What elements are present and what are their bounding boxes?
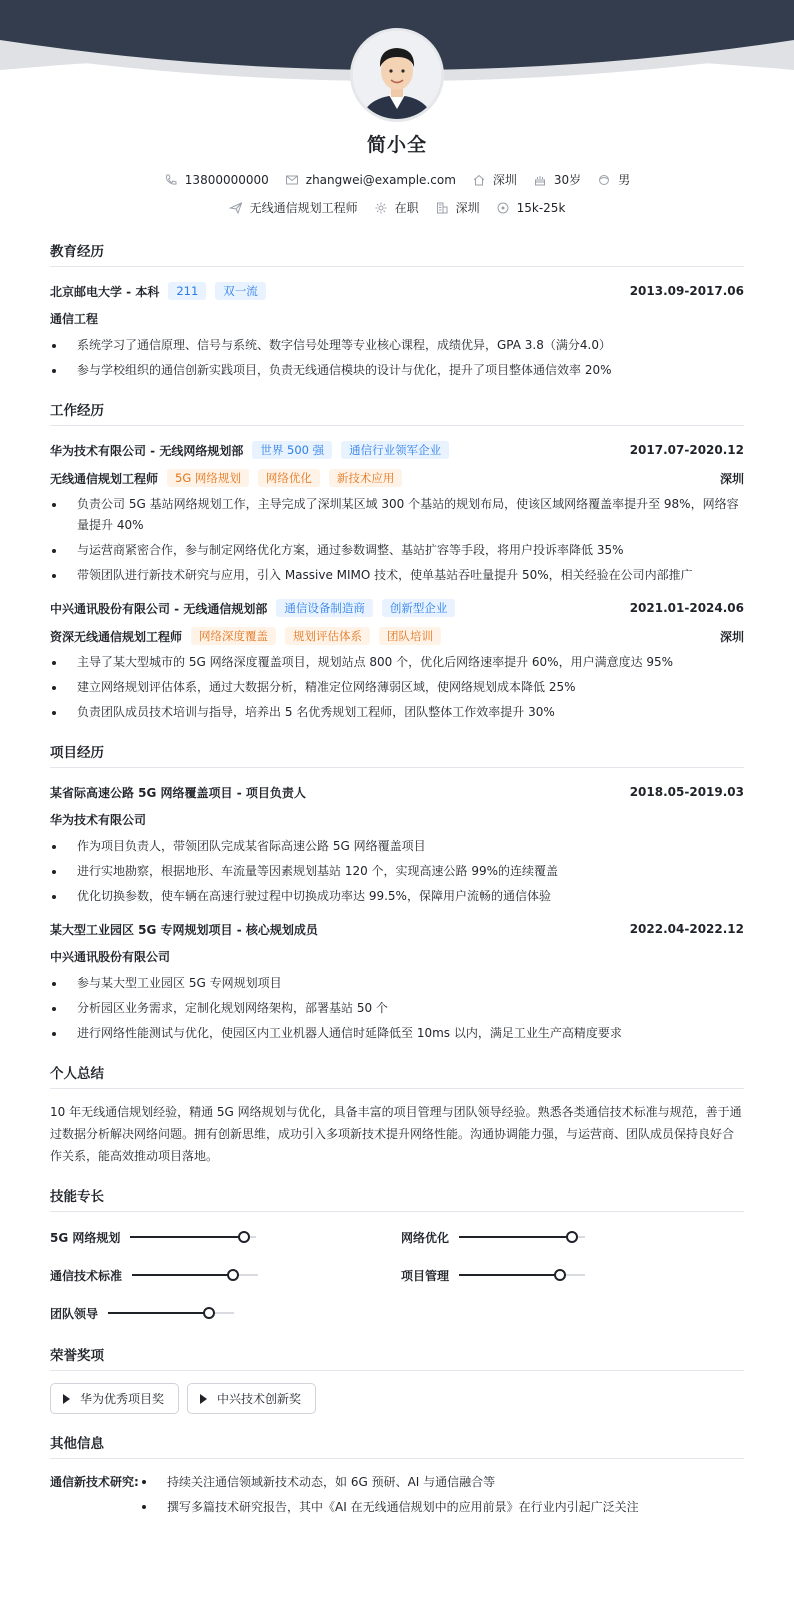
list-item: 作为项目负责人，带领团队完成某省际高速公路 5G 网络覆盖项目 — [50, 836, 744, 857]
list-item: 系统学习了通信原理、信号与系统、数字信号处理等专业核心课程，成绩优异，GPA 3.8（满分4.0） — [50, 335, 744, 356]
list-item: 持续关注通信领域新技术动态，如 6G 预研、AI 与通信融合等 — [140, 1471, 744, 1493]
education-title: 教育经历 — [50, 240, 744, 267]
company-name: 中兴通讯股份有限公司 - 无线通信规划部 — [50, 601, 268, 616]
coin-icon — [496, 201, 510, 215]
role-header — [50, 624, 744, 648]
skill-item — [50, 1262, 393, 1288]
skill-fill — [108, 1312, 209, 1314]
cake-icon — [533, 173, 547, 187]
role-tag: 网络深度覆盖 — [191, 627, 276, 645]
skill-label: 团队领导 — [50, 1306, 99, 1321]
projects-section — [50, 741, 744, 1044]
send-icon — [229, 201, 243, 215]
other-label: 通信新技术研究: — [50, 1475, 139, 1489]
skill-item — [50, 1224, 393, 1250]
other-row — [50, 1471, 744, 1521]
project-period: 2018.05-2019.03 — [629, 785, 744, 799]
resume-content — [50, 240, 744, 1539]
target-city-text: 深圳 — [455, 201, 480, 215]
work-location: 深圳 — [719, 471, 744, 486]
city-item — [472, 171, 517, 188]
job-title-text: 无线通信规划工程师 — [249, 201, 358, 215]
age-text: 30岁 — [553, 173, 582, 187]
project-bullets — [50, 836, 744, 907]
gear-icon — [374, 201, 388, 215]
company-tag: 世界 500 强 — [252, 441, 332, 459]
award-label: 华为优秀项目奖 — [80, 1392, 165, 1406]
role-tag: 5G 网络规划 — [167, 469, 249, 487]
gender-icon — [597, 173, 611, 187]
list-item: 主导了某大型城市的 5G 网络深度覆盖项目，规划站点 800 个，优化后网络速率提升 60%，用户满意度达 95% — [50, 652, 744, 673]
school-name: 北京邮电大学 - 本科 — [50, 284, 160, 299]
education-section — [50, 240, 744, 381]
skill-item — [401, 1224, 744, 1250]
other-section — [50, 1432, 744, 1521]
project-name: 某大型工业园区 5G 专网规划项目 - 核心规划成员 — [50, 922, 318, 937]
company-tag: 创新型企业 — [382, 599, 456, 617]
work-title: 工作经历 — [50, 399, 744, 426]
school-tag: 211 — [168, 282, 206, 300]
gender-item — [597, 171, 630, 188]
education-bullets — [50, 335, 744, 381]
building-icon — [435, 201, 449, 215]
project-company: 华为技术有限公司 — [50, 813, 147, 827]
skill-knob — [203, 1307, 215, 1319]
award-chip — [50, 1383, 179, 1414]
company-tag: 通信设备制造商 — [276, 599, 373, 617]
skill-track — [108, 1312, 234, 1314]
job-intent-row — [0, 199, 794, 216]
awards-title: 荣誉奖项 — [50, 1344, 744, 1371]
work-section — [50, 399, 744, 723]
company-tag: 通信行业领军企业 — [341, 441, 449, 459]
project-entry — [50, 780, 744, 907]
projects-title: 项目经历 — [50, 741, 744, 768]
status-text: 在职 — [394, 201, 419, 215]
list-item: 参与学校组织的通信创新实践项目，负责无线通信模块的设计与优化，提升了项目整体通信效率 20% — [50, 360, 744, 381]
project-entry — [50, 917, 744, 1044]
skill-knob — [227, 1269, 239, 1281]
skill-fill — [132, 1274, 233, 1276]
skill-knob — [566, 1231, 578, 1243]
skill-track — [459, 1274, 585, 1276]
education-header — [50, 279, 744, 303]
email-text: zhangwei@example.com — [305, 172, 456, 187]
project-header — [50, 780, 744, 804]
candidate-name: 简小全 — [366, 134, 427, 156]
project-period: 2022.04-2022.12 — [629, 922, 744, 936]
major: 通信工程 — [50, 312, 99, 326]
avatar — [350, 28, 444, 122]
phone-text: 13800000000 — [184, 172, 269, 187]
play-icon — [63, 1394, 70, 1404]
play-icon — [200, 1394, 207, 1404]
list-item: 进行实地勘察，根据地形、车流量等因素规划基站 120 个，实现高速公路 99%的连续覆盖 — [50, 861, 744, 882]
list-item: 分析园区业务需求，定制化规划网络架构，部署基站 50 个 — [50, 998, 744, 1019]
skill-item — [50, 1300, 393, 1326]
skill-track — [459, 1236, 585, 1238]
status-item — [374, 199, 419, 216]
project-bullets — [50, 973, 744, 1044]
role-name: 无线通信规划工程师 — [50, 471, 159, 486]
skills-title: 技能专长 — [50, 1185, 744, 1212]
skill-knob — [238, 1231, 250, 1243]
list-item: 负责团队成员技术培训与指导，培养出 5 名优秀规划工程师，团队整体工作效率提升 30% — [50, 702, 744, 723]
awards-list — [50, 1383, 744, 1414]
education-period: 2013.09-2017.06 — [629, 284, 744, 298]
contact-row — [0, 171, 794, 188]
work-period: 2017.07-2020.12 — [629, 443, 744, 457]
age-item — [533, 171, 581, 188]
skill-label: 项目管理 — [401, 1268, 450, 1283]
summary-title: 个人总结 — [50, 1062, 744, 1089]
list-item: 与运营商紧密合作，参与制定网络优化方案，通过参数调整、基站扩容等手段，将用户投诉率降低 35% — [50, 540, 744, 561]
city-text: 深圳 — [492, 173, 517, 187]
gender-text: 男 — [618, 173, 631, 187]
role-tag: 网络优化 — [258, 469, 320, 487]
summary-section — [50, 1062, 744, 1167]
salary-item — [496, 201, 566, 215]
list-item: 带领团队进行新技术研究与应用，引入 Massive MIMO 技术，使单基站吞吐量提升 50%，相关经验在公司内部推广 — [50, 565, 744, 586]
mail-icon — [285, 173, 299, 187]
phone-item — [164, 173, 269, 187]
list-item: 优化切换参数，使车辆在高速行驶过程中切换成功率达 99.5%，保障用户流畅的通信体验 — [50, 886, 744, 907]
school-tag: 双一流 — [215, 282, 266, 300]
skill-fill — [130, 1236, 243, 1238]
skill-label: 5G 网络规划 — [50, 1230, 121, 1245]
work-header — [50, 438, 744, 462]
phone-icon — [164, 173, 178, 187]
work-entry — [50, 438, 744, 586]
list-item: 负责公司 5G 基站网络规划工作，主导完成了深圳某区域 300 个基站的规划布局，使该区域网络覆盖率提升至 98%，网络容量提升 40% — [50, 494, 744, 536]
work-bullets — [50, 494, 744, 586]
role-header — [50, 466, 744, 490]
project-name: 某省际高速公路 5G 网络覆盖项目 - 项目负责人 — [50, 785, 306, 800]
work-period: 2021.01-2024.06 — [629, 601, 744, 615]
skill-item — [401, 1262, 744, 1288]
role-tag: 新技术应用 — [329, 469, 403, 487]
list-item: 撰写多篇技术研究报告，其中《AI 在无线通信规划中的应用前景》在行业内引起广泛关注 — [140, 1496, 744, 1518]
list-item: 建立网络规划评估体系，通过大数据分析，精准定位网络薄弱区域，使网络规划成本降低 25% — [50, 677, 744, 698]
skill-fill — [459, 1236, 572, 1238]
role-tag: 团队培训 — [379, 627, 441, 645]
role-name: 资深无线通信规划工程师 — [50, 629, 183, 644]
list-item: 进行网络性能测试与优化，使园区内工业机器人通信时延降低至 10ms 以内，满足工业生产高精度要求 — [50, 1023, 744, 1044]
work-entry — [50, 596, 744, 723]
skill-knob — [554, 1269, 566, 1281]
summary-text: 10 年无线通信规划经验，精通 5G 网络规划与优化，具备丰富的项目管理与团队领导经验。熟悉各类通信技术标准与规范，善于通过数据分析解决网络问题。拥有创新思维，成功引入多项新技术提升网络性能。沟通协调能力强，与运营商、团队成员保持良好合作关系，能高效推动项目落地。 — [50, 1105, 742, 1163]
list-item: 参与某大型工业园区 5G 专网规划项目 — [50, 973, 744, 994]
skill-track — [132, 1274, 258, 1276]
job-title-item — [229, 199, 358, 216]
work-header — [50, 596, 744, 620]
salary-text: 15k-25k — [516, 200, 566, 215]
skill-track — [130, 1236, 256, 1238]
home-icon — [472, 173, 486, 187]
other-title: 其他信息 — [50, 1432, 744, 1459]
skills-section — [50, 1185, 744, 1326]
work-location: 深圳 — [719, 629, 744, 644]
work-bullets — [50, 652, 744, 723]
skill-fill — [459, 1274, 560, 1276]
target-city-item — [435, 199, 480, 216]
award-label: 中兴技术创新奖 — [217, 1392, 302, 1406]
awards-section — [50, 1344, 744, 1414]
skill-label: 网络优化 — [401, 1230, 450, 1245]
award-chip — [187, 1383, 316, 1414]
skills-grid — [50, 1224, 744, 1326]
company-name: 华为技术有限公司 - 无线网络规划部 — [50, 443, 244, 458]
role-tag: 规划评估体系 — [285, 627, 370, 645]
email-item — [285, 173, 456, 187]
other-bullets — [140, 1471, 744, 1521]
project-header — [50, 917, 744, 941]
project-company: 中兴通讯股份有限公司 — [50, 950, 171, 964]
skill-label: 通信技术标准 — [50, 1268, 123, 1283]
